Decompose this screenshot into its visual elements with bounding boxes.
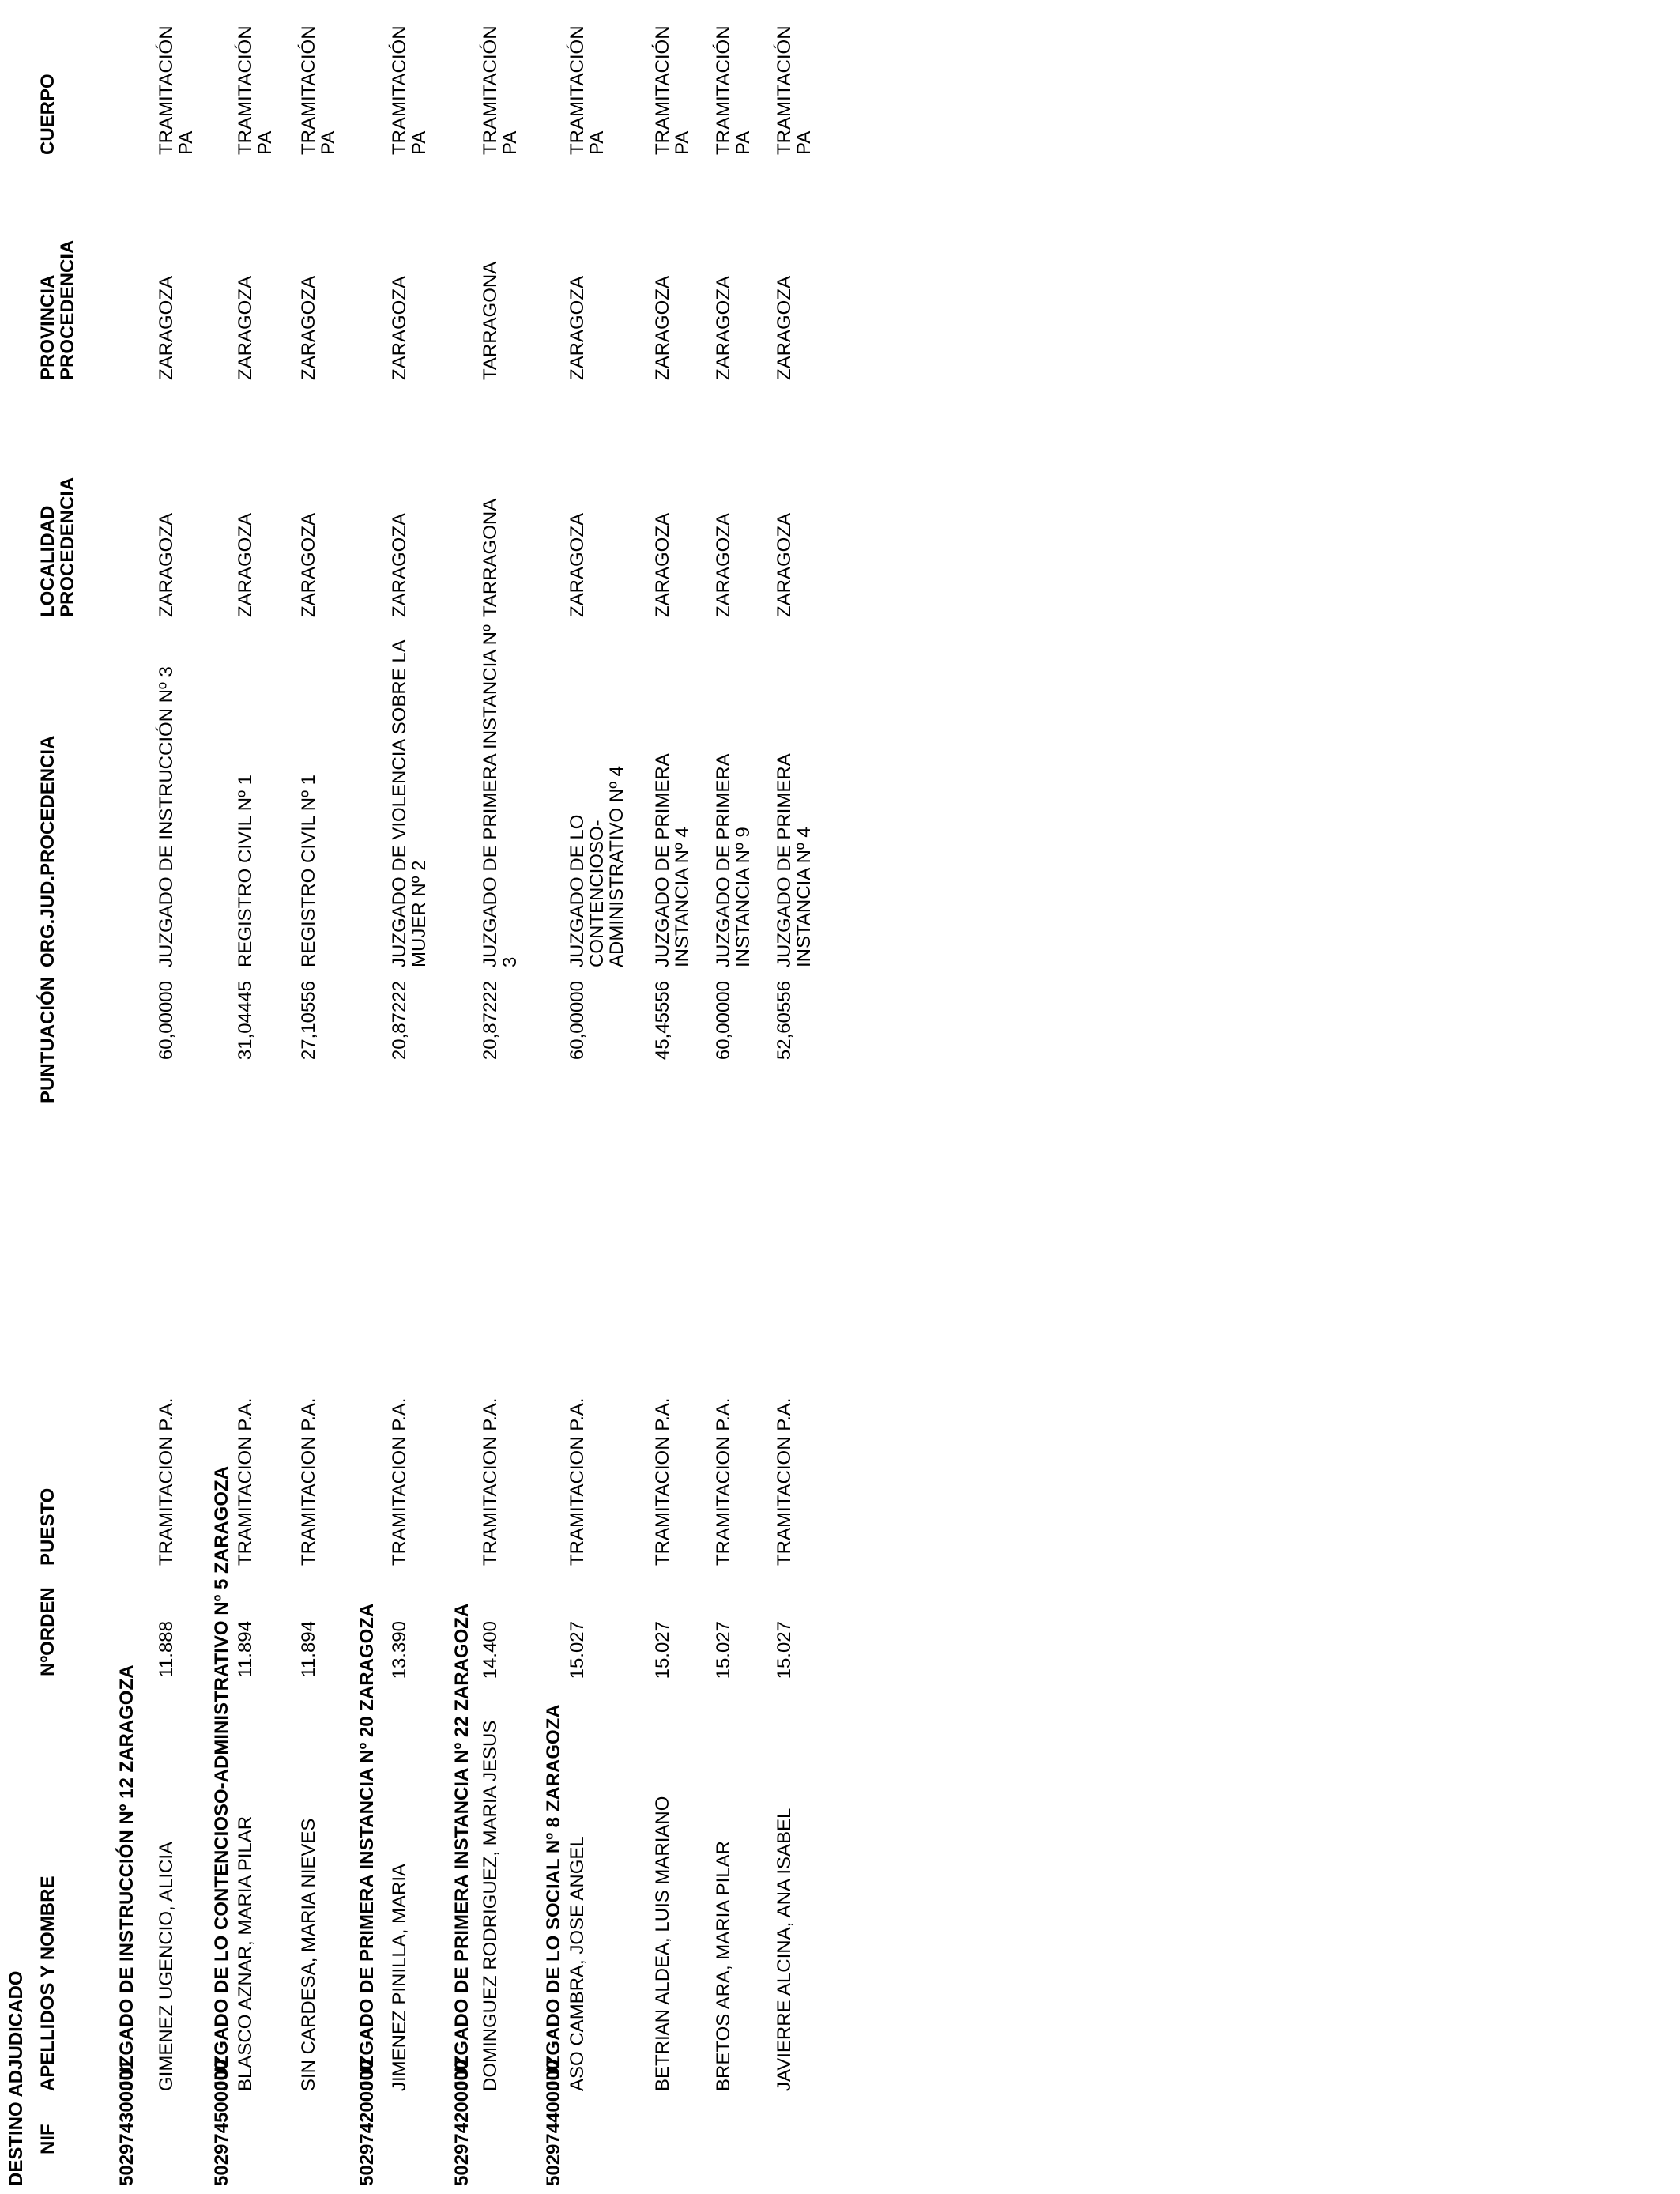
- cell-provincia: ZARAGOZA: [567, 275, 588, 380]
- cell-puntuacion: 20,87222: [389, 981, 410, 1061]
- cell-puntuacion: 31,04445: [235, 981, 256, 1061]
- cell-localidad: ZARAGOZA: [652, 512, 673, 617]
- group-destino: JUZGADO DE LO CONTENCIOSO-ADMINISTRATIVO Nº 5 ZARAGOZA: [211, 1466, 232, 2091]
- cell-provincia: ZARAGOZA: [713, 275, 734, 380]
- cell-puntuacion: 45,45556: [652, 981, 673, 1061]
- cell-localidad: ZARAGOZA: [156, 512, 177, 617]
- cell-puntuacion: 60,00000: [156, 981, 177, 1061]
- cell-cuerpo: TRAMITACIÓN PA: [156, 25, 197, 155]
- cell-nombre: DOMINGUEZ RODRIGUEZ, MARIA JESUS: [480, 1720, 501, 2091]
- col-header-puntuacion: PUNTUACIÓN: [37, 977, 58, 1103]
- cell-localidad: ZARAGOZA: [389, 512, 410, 617]
- cell-orden: 15.027: [567, 1621, 588, 1679]
- cell-orden: 14.400: [480, 1621, 501, 1679]
- group-nif: 502974200000: [356, 2059, 378, 2186]
- col-header-norden: NºORDEN: [37, 1587, 58, 1676]
- col-header-provincia: PROVINCIA PROCEDENCIA: [37, 239, 78, 380]
- cell-puesto: TRAMITACION P.A.: [567, 1397, 588, 1566]
- cell-orgjud: JUZGADO DE VIOLENCIA SOBRE LA MUJER Nº 2: [389, 640, 430, 967]
- cell-orden: 13.390: [389, 1621, 410, 1679]
- cell-orgjud: JUZGADO DE LO CONTENCIOSO-ADMINISTRATIVO Nº 4: [567, 765, 627, 967]
- col-header-puesto: PUESTO: [37, 1487, 58, 1566]
- cell-puesto: TRAMITACION P.A.: [480, 1397, 501, 1566]
- cell-provincia: ZARAGOZA: [389, 275, 410, 380]
- cell-puesto: TRAMITACION P.A.: [298, 1397, 319, 1566]
- cell-puesto: TRAMITACION P.A.: [652, 1397, 673, 1566]
- group-nif: 502974300001: [116, 2059, 137, 2186]
- cell-nombre: SIN CARDESA, MARIA NIEVES: [298, 1818, 319, 2091]
- cell-puntuacion: 20,87222: [480, 981, 501, 1061]
- cell-orden: 15.027: [713, 1621, 734, 1679]
- cell-orgjud: JUZGADO DE PRIMERA INSTANCIA Nº 9: [713, 754, 754, 967]
- cell-cuerpo: TRAMITACIÓN PA: [652, 25, 693, 155]
- cell-puesto: TRAMITACION P.A.: [235, 1397, 256, 1566]
- cell-provincia: ZARAGOZA: [774, 275, 795, 380]
- group-nif: 502974400000: [543, 2059, 564, 2186]
- group-nif: 502974200000: [451, 2059, 473, 2186]
- group-destino: JUZGADO DE PRIMERA INSTANCIA Nº 20 ZARAGOZA: [356, 1603, 378, 2091]
- cell-localidad: ZARAGOZA: [713, 512, 734, 617]
- group-destino: JUZGADO DE PRIMERA INSTANCIA Nº 22 ZARAGOZA: [451, 1603, 473, 2091]
- cell-orgjud: JUZGADO DE PRIMERA INSTANCIA Nº 4: [652, 754, 693, 967]
- cell-provincia: ZARAGOZA: [298, 275, 319, 380]
- group-nif: 502974500000: [211, 2059, 232, 2186]
- cell-provincia: ZARAGOZA: [652, 275, 673, 380]
- col-header-orgjud: ORG.JUD.PROCEDENCIA: [37, 735, 58, 967]
- cell-orden: 15.027: [774, 1621, 795, 1679]
- cell-cuerpo: TRAMITACIÓN PA: [389, 25, 430, 155]
- cell-puntuacion: 27,10556: [298, 981, 319, 1061]
- cell-orden: 11.894: [298, 1621, 319, 1678]
- col-header-nif: NIF: [37, 2124, 58, 2154]
- cell-orgjud: JUZGADO DE PRIMERA INSTANCIA Nº 4: [774, 754, 815, 967]
- cell-provincia: ZARAGOZA: [235, 275, 256, 380]
- cell-orgjud: REGISTRO CIVIL Nº 1: [235, 775, 256, 967]
- cell-cuerpo: TRAMITACIÓN PA: [567, 25, 608, 155]
- cell-nombre: BLASCO AZNAR, MARIA PILAR: [235, 1815, 256, 2091]
- cell-orden: 15.027: [652, 1621, 673, 1679]
- cell-nombre: JIMENEZ PINILLA, MARIA: [389, 1863, 410, 2091]
- cell-orden: 11.888: [156, 1621, 177, 1678]
- cell-nombre: JAVIERRE ALCINA, ANA ISABEL: [774, 1808, 795, 2091]
- group-destino: JUZGADO DE LO SOCIAL Nº 8 ZARAGOZA: [543, 1704, 564, 2091]
- cell-localidad: ZARAGOZA: [774, 512, 795, 617]
- cell-puesto: TRAMITACION P.A.: [774, 1397, 795, 1566]
- cell-provincia: ZARAGOZA: [156, 275, 177, 380]
- cell-puesto: TRAMITACION P.A.: [389, 1397, 410, 1566]
- cell-orden: 11.894: [235, 1621, 256, 1678]
- destino-adjudicado-label: DESTINO ADJUDICADO: [6, 1970, 27, 2186]
- col-header-cuerpo: CUERPO: [37, 74, 58, 155]
- cell-cuerpo: TRAMITACIÓN PA: [774, 25, 815, 155]
- cell-localidad: ZARAGOZA: [235, 512, 256, 617]
- cell-cuerpo: TRAMITACIÓN PA: [298, 25, 339, 155]
- group-destino: JUZGADO DE INSTRUCCIÓN Nº 12 ZARAGOZA: [116, 1664, 137, 2091]
- cell-localidad: TARRAGONA: [480, 498, 501, 617]
- cell-orgjud: JUZGADO DE INSTRUCCIÓN Nº 3: [156, 666, 177, 967]
- cell-puntuacion: 52,60556: [774, 981, 795, 1061]
- cell-puntuacion: 60,00000: [567, 981, 588, 1061]
- cell-nombre: GIMENEZ UGENCIO, ALICIA: [156, 1841, 177, 2091]
- cell-nombre: BETRIAN ALDEA, LUIS MARIANO: [652, 1796, 673, 2091]
- cell-nombre: BRETOS ARA, MARIA PILAR: [713, 1841, 734, 2091]
- cell-cuerpo: TRAMITACIÓN PA: [480, 25, 521, 155]
- cell-orgjud: REGISTRO CIVIL Nº 1: [298, 775, 319, 967]
- cell-provincia: TARRAGONA: [480, 261, 501, 380]
- col-header-apellidos: APELLIDOS Y NOMBRE: [37, 1875, 58, 2091]
- cell-puesto: TRAMITACION P.A.: [713, 1397, 734, 1566]
- col-header-localidad: LOCALIDAD PROCEDENCIA: [37, 477, 78, 617]
- cell-orgjud: JUZGADO DE PRIMERA INSTANCIA Nº 3: [480, 624, 521, 967]
- cell-localidad: ZARAGOZA: [298, 512, 319, 617]
- cell-cuerpo: TRAMITACIÓN PA: [713, 25, 754, 155]
- cell-nombre: ASO CAMBRA, JOSE ANGEL: [567, 1836, 588, 2091]
- cell-localidad: ZARAGOZA: [567, 512, 588, 617]
- cell-puntuacion: 60,00000: [713, 981, 734, 1061]
- cell-puesto: TRAMITACION P.A.: [156, 1397, 177, 1566]
- cell-cuerpo: TRAMITACIÓN PA: [235, 25, 276, 155]
